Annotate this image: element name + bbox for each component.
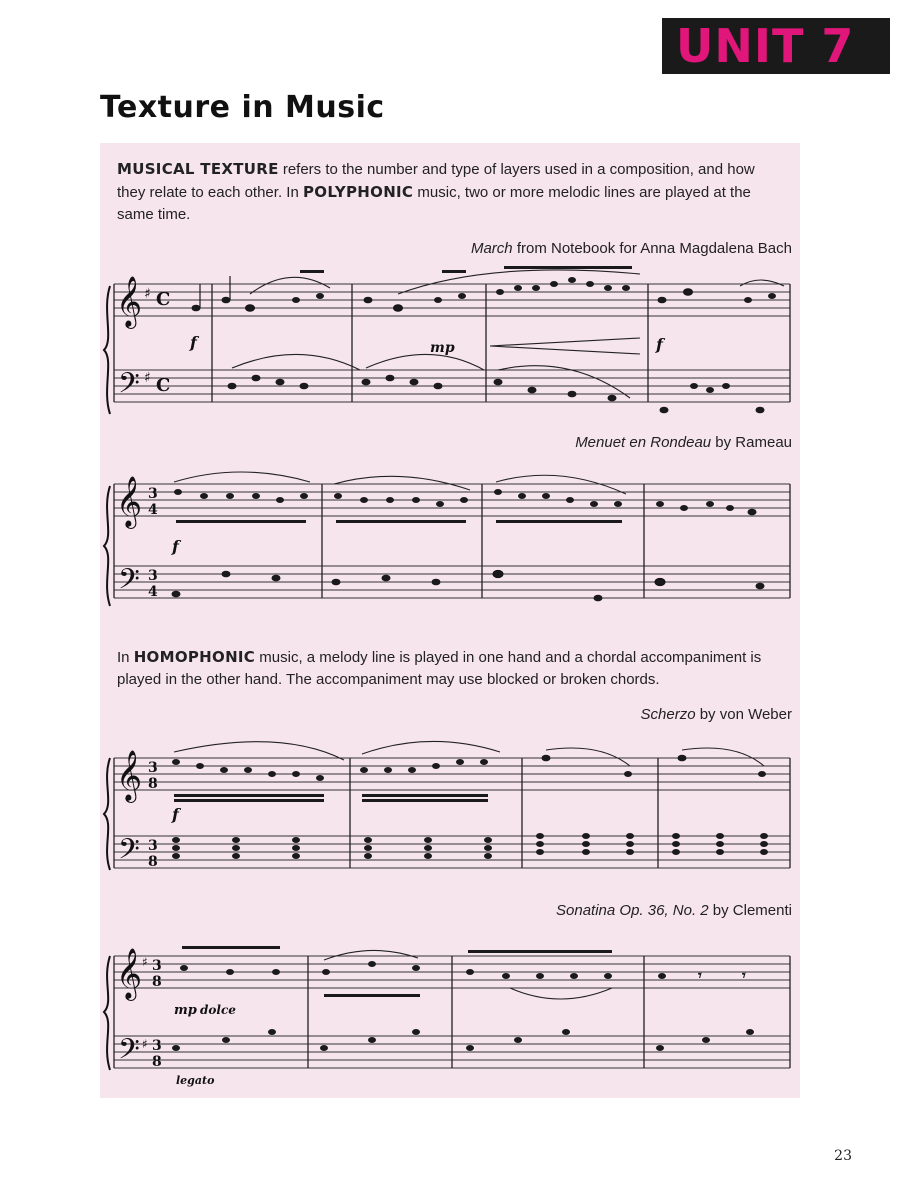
example-credit-march [471,240,792,257]
dynamic-marking: f [172,537,179,556]
key-signature-sharp: ♯ [142,955,148,969]
time-signature-bottom: 4 [148,502,158,518]
time-signature-top: 3 [148,568,158,584]
piece-attribution: by Rameau [711,434,792,451]
treble-notes [174,472,757,523]
time-signature-top: 3 [148,760,158,776]
time-signature-top: 3 [148,838,158,854]
piece-attribution: by von Weber [695,706,792,723]
system-brace [104,286,110,414]
time-signature-bottom: 8 [148,776,158,792]
bass-staff [114,836,790,868]
dynamic-marking: f [656,335,663,354]
system-brace [104,956,110,1070]
intro-text-1: refers to the number and type of layers used in a composition, and how they relate to each other. In [117,161,755,201]
score-weber [100,740,800,880]
piece-attribution: by Clementi [708,902,792,919]
time-signature-bottom: 8 [152,1054,162,1070]
system-brace [104,758,110,870]
unit-label: UNIT 7 [676,19,855,73]
example-credit-rameau [575,434,792,451]
term-musical-texture: MUSICAL TEXTURE [117,160,279,178]
intro-paragraph [117,158,787,226]
bass-chords [172,833,768,859]
unit-badge [662,18,890,74]
eighth-rest-icon: 𝄾 [742,968,746,984]
crescendo-hairpin [490,338,640,354]
score-rameau [100,470,800,620]
system-brace [104,486,110,606]
piece-attribution: from Notebook for Anna Magdalena Bach [512,240,792,257]
treble-staff [114,758,790,790]
key-signature-sharp: ♯ [144,286,151,302]
bass-expression-marking: legato [176,1074,215,1087]
piece-title: Sonatina Op. 36, No. 2 [556,902,709,919]
treble-clef-icon: 𝄞 [116,476,143,527]
bass-staff [114,566,790,598]
key-signature-sharp: ♯ [142,1037,148,1051]
page-number: 23 [834,1148,852,1164]
time-signature-bottom: 8 [152,974,162,990]
time-signature: C [156,375,171,396]
time-signature-top: 3 [148,486,158,502]
treble-clef-icon: 𝄞 [116,948,143,999]
expression-marking: dolce [200,1003,236,1017]
bass-notes [172,570,765,601]
eighth-rest-icon: 𝄾 [698,968,702,984]
homophonic-prefix: In [117,649,134,666]
time-signature-bottom: 8 [148,854,158,870]
dynamic-marking: f [172,805,179,824]
piece-title: March [470,240,513,257]
homophonic-text: music, a melody line is played in one hand and a chordal accompaniment is played in the other hand. The accompaniment may use blocked or broken chords. [117,649,762,688]
piece-title: Scherzo [640,706,696,723]
bass-notes [172,1029,754,1051]
bass-clef-icon: 𝄢 [118,563,140,603]
dynamic-marking: mp [174,1003,197,1018]
score-clementi [100,936,800,1086]
piece-title: Menuet en Rondeau [575,434,712,451]
example-credit-clementi [556,902,792,919]
treble-clef-icon: 𝄞 [116,750,143,801]
time-signature-top: 3 [152,958,162,974]
dynamic-marking: mp [430,340,455,356]
time-signature-bottom: 4 [148,584,158,600]
treble-notes [192,266,785,311]
time-signature-top: 3 [152,1038,162,1054]
page-title: Texture in Music [100,90,385,125]
bass-notes [228,354,765,413]
bass-staff [114,370,790,402]
intro-text-2: music, two or more melodic lines are played at the same time. [117,184,751,223]
time-signature: C [156,289,171,310]
treble-staff [114,484,790,516]
example-credit-weber [641,706,792,723]
key-signature-sharp: ♯ [144,370,151,386]
treble-clef-icon: 𝄞 [116,276,143,327]
homophonic-paragraph [117,646,787,691]
dynamic-marking: f [190,333,197,352]
treble-notes [172,741,766,802]
term-homophonic: HOMOPHONIC [133,648,256,666]
bass-clef-icon: 𝄢 [118,367,140,407]
bass-clef-icon: 𝄢 [118,1033,140,1073]
score-march [100,270,800,430]
bass-clef-icon: 𝄢 [118,833,140,873]
term-polyphonic: POLYPHONIC [302,183,414,201]
